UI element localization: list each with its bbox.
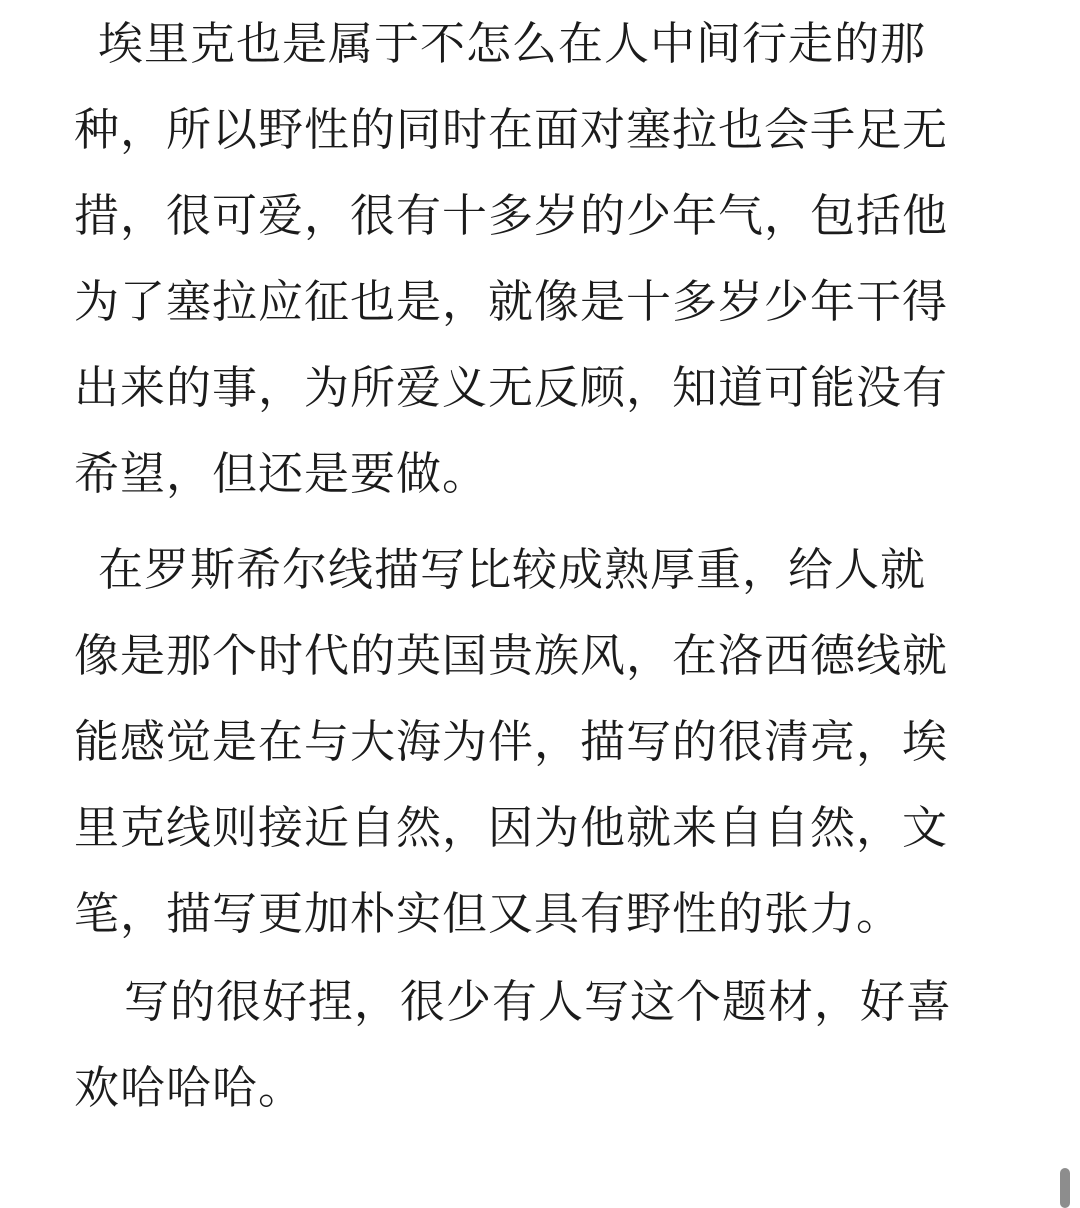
paragraph-2-line-3: 能感觉是在与大海为伴，描写的很清亮，埃 [74,715,949,768]
paragraph-2-line-2: 像是那个时代的英国贵族风，在洛西德线就 [74,629,949,682]
paragraph-3-line-2: 欢哈哈哈。 [74,1061,305,1114]
paragraph-1-line-3: 措，很可爱，很有十多岁的少年气，包括他 [74,189,949,242]
paragraph-2-line-4: 里克线则接近自然，因为他就来自自然，文 [74,801,949,854]
paragraph-1-line-4: 为了塞拉应征也是，就像是十多岁少年干得 [74,275,949,328]
paragraph-1-line-5: 出来的事，为所爱义无反顾，知道可能没有 [74,361,949,414]
paragraph-3-line-1: 写的很好捏，很少有人写这个题材，好喜 [124,975,953,1028]
paragraph-1-line-1: 埃里克也是属于不怎么在人中间行走的那 [98,17,927,70]
paragraph-2-line-1: 在罗斯希尔线描写比较成熟厚重，给人就 [98,543,927,596]
paragraph-2-line-5: 笔，描写更加朴实但又具有野性的张力。 [74,887,903,940]
scrollbar-thumb[interactable] [1060,1168,1070,1208]
paragraph-1-line-6: 希望，但还是要做。 [74,447,489,500]
paragraph-1-line-2: 种，所以野性的同时在面对塞拉也会手足无 [74,103,949,156]
